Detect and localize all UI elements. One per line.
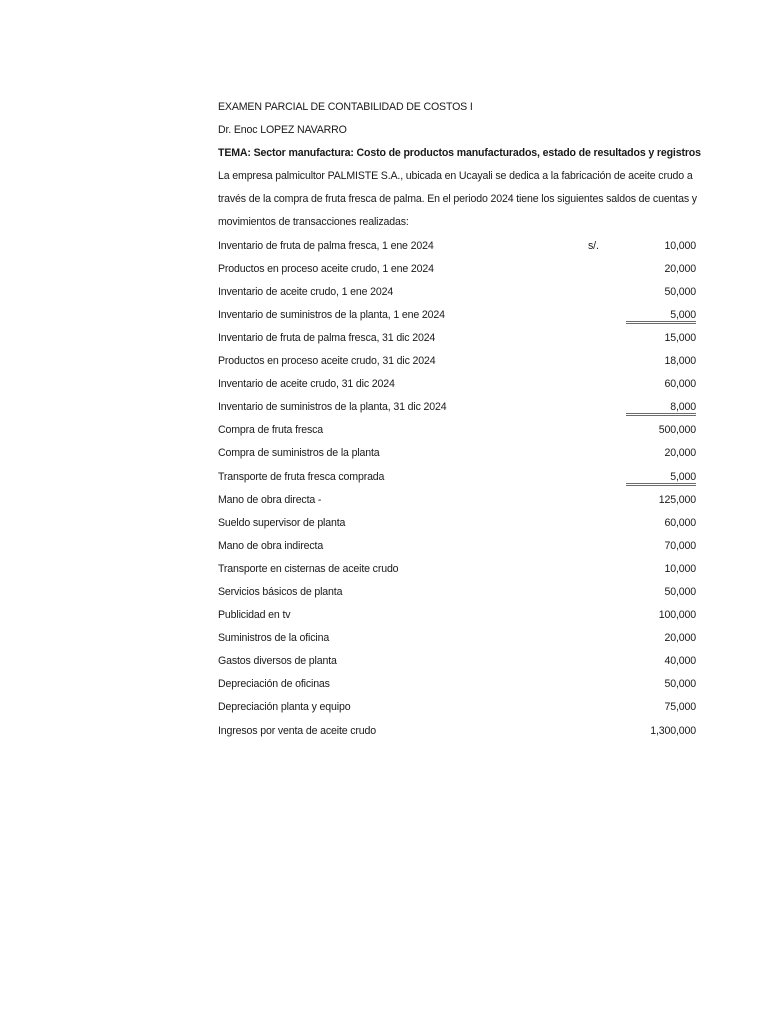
account-row bbox=[218, 466, 710, 489]
account-row bbox=[218, 281, 710, 304]
account-row bbox=[218, 512, 710, 535]
account-label: Mano de obra indirecta bbox=[218, 539, 324, 552]
accounts-list bbox=[218, 235, 710, 743]
account-amount: 50,000 bbox=[664, 678, 696, 691]
account-row bbox=[218, 604, 710, 627]
account-row bbox=[218, 235, 710, 258]
account-label: Compra de suministros de la planta bbox=[218, 447, 380, 460]
account-amount: 40,000 bbox=[664, 655, 696, 668]
account-row bbox=[218, 581, 710, 604]
account-label: Ingresos por venta de aceite crudo bbox=[218, 724, 377, 737]
account-label: Productos en proceso aceite crudo, 31 dic 2024 bbox=[218, 355, 436, 368]
account-label: Depreciación de oficinas bbox=[218, 678, 330, 691]
exam-title: EXAMEN PARCIAL DE CONTABILIDAD DE COSTOS I bbox=[218, 101, 473, 113]
account-label: Inventario de fruta de palma fresca, 1 ene 2024 bbox=[218, 239, 434, 252]
account-label: Sueldo supervisor de planta bbox=[218, 516, 346, 529]
account-amount: 15,000 bbox=[664, 331, 696, 344]
account-label: Depreciación planta y equipo bbox=[218, 701, 351, 714]
account-row bbox=[218, 304, 710, 327]
account-amount: 500,000 bbox=[658, 424, 696, 437]
account-row bbox=[218, 627, 710, 650]
account-amount: 20,000 bbox=[664, 447, 696, 460]
account-amount: 60,000 bbox=[664, 378, 696, 391]
account-label: Suministros de la oficina bbox=[218, 632, 330, 645]
account-label: Gastos diversos de planta bbox=[218, 655, 337, 668]
account-amount: 125,000 bbox=[658, 493, 696, 506]
account-label: Inventario de aceite crudo, 31 dic 2024 bbox=[218, 378, 395, 391]
account-amount: 60,000 bbox=[664, 516, 696, 529]
intro-line-2: través de la compra de fruta fresca de palma. En el periodo 2024 tiene los siguientes saldos de cuentas y bbox=[218, 193, 697, 206]
account-amount: 100,000 bbox=[658, 609, 696, 622]
account-amount: 20,000 bbox=[664, 262, 696, 275]
professor-name: Dr. Enoc LOPEZ NAVARRO bbox=[218, 124, 347, 137]
currency-symbol: s/. bbox=[588, 239, 599, 252]
account-row bbox=[218, 419, 710, 442]
account-row bbox=[218, 489, 710, 512]
account-row bbox=[218, 673, 710, 696]
account-row bbox=[218, 535, 710, 558]
account-row bbox=[218, 442, 710, 465]
account-label: Productos en proceso aceite crudo, 1 ene 2024 bbox=[218, 262, 434, 275]
account-label: Publicidad en tv bbox=[218, 609, 291, 622]
account-amount: 50,000 bbox=[664, 585, 696, 598]
account-row bbox=[218, 373, 710, 396]
account-row bbox=[218, 350, 710, 373]
intro-line-3: movimientos de transacciones realizadas: bbox=[218, 216, 409, 229]
document-content bbox=[218, 96, 710, 743]
account-label: Servicios básicos de planta bbox=[218, 585, 343, 598]
account-amount: 1,300,000 bbox=[650, 724, 696, 737]
account-amount: 70,000 bbox=[664, 539, 696, 552]
account-label: Inventario de suministros de la planta, 31 dic 2024 bbox=[218, 401, 447, 414]
account-row bbox=[218, 258, 710, 281]
account-amount: 10,000 bbox=[664, 239, 696, 252]
account-amount: 50,000 bbox=[664, 285, 696, 298]
account-amount: 75,000 bbox=[664, 701, 696, 714]
account-row bbox=[218, 696, 710, 719]
intro-line-1: La empresa palmicultor PALMISTE S.A., ubicada en Ucayali se dedica a la fabricación de aceite crudo a bbox=[218, 170, 693, 183]
account-label: Mano de obra directa - bbox=[218, 493, 322, 506]
account-row bbox=[218, 396, 710, 419]
account-amount: 10,000 bbox=[664, 562, 696, 575]
account-label: Inventario de fruta de palma fresca, 31 dic 2024 bbox=[218, 331, 436, 344]
account-label: Transporte de fruta fresca comprada bbox=[218, 470, 385, 483]
account-amount: 8,000 bbox=[626, 396, 696, 419]
topic-heading: TEMA: Sector manufactura: Costo de productos manufacturados, estado de resultados y registros bbox=[218, 147, 701, 160]
account-row bbox=[218, 650, 710, 673]
account-row bbox=[218, 327, 710, 350]
account-amount: 5,000 bbox=[626, 304, 696, 327]
account-amount: 20,000 bbox=[664, 632, 696, 645]
account-label: Inventario de suministros de la planta, 1 ene 2024 bbox=[218, 308, 445, 321]
account-label: Compra de fruta fresca bbox=[218, 424, 324, 437]
account-amount: 5,000 bbox=[626, 466, 696, 489]
account-row bbox=[218, 720, 710, 743]
account-row bbox=[218, 558, 710, 581]
account-label: Transporte en cisternas de aceite crudo bbox=[218, 562, 399, 575]
account-label: Inventario de aceite crudo, 1 ene 2024 bbox=[218, 285, 394, 298]
account-amount: 18,000 bbox=[664, 355, 696, 368]
